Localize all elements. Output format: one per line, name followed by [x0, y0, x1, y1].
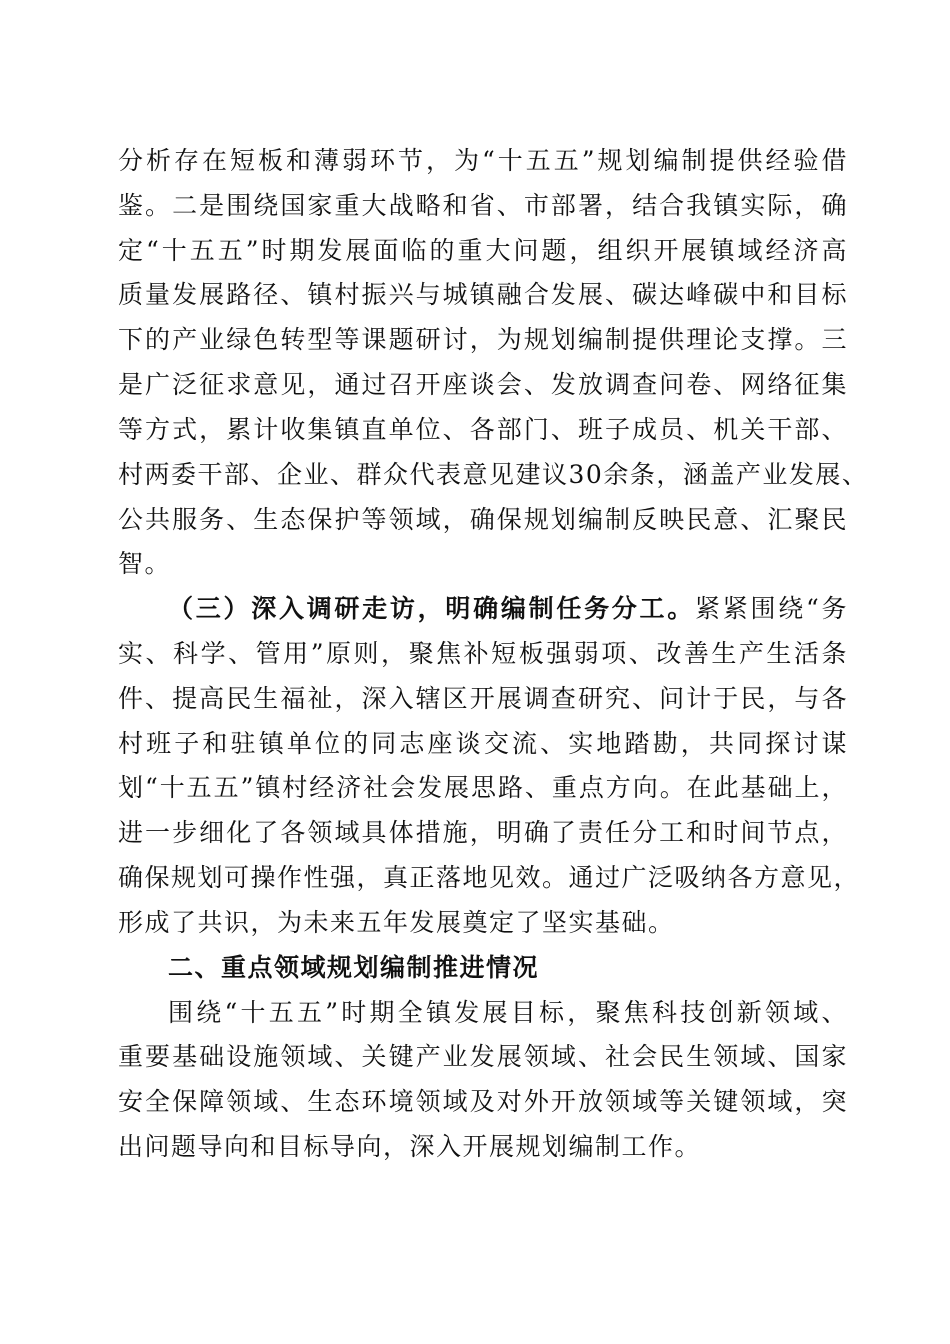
section-heading-line: [168, 594, 848, 624]
paragraph-line: 形成了共识，为未来五年发展奠定了坚实基础。: [118, 908, 675, 937]
paragraph-line: 鉴。二是围绕国家重大战略和省、市部署，结合我镇实际，确: [118, 191, 848, 220]
paragraph-line: 分析存在短板和薄弱环节，为“十五五”规划编制提供经验借: [118, 146, 848, 175]
paragraph-line: 安全保障领域、生态环境领域及对外开放领域等关键领域，突: [118, 1087, 848, 1116]
paragraph-line: 划“十五五”镇村经济社会发展思路、重点方向。在此基础上，: [118, 773, 848, 802]
paragraph-line: 下的产业绿色转型等课题研讨，为规划编制提供理论支撑。三: [118, 325, 848, 354]
part-heading: 二、重点领域规划编制推进情况: [168, 953, 540, 982]
paragraph-line: 重要基础设施领域、关键产业发展领域、社会民生领域、国家: [118, 1042, 848, 1071]
section-heading-rest: 紧紧围绕“务: [695, 594, 849, 623]
paragraph-line: 智。: [118, 549, 172, 578]
paragraph-line: 定“十五五”时期发展面临的重大问题，组织开展镇域经济高: [118, 236, 848, 265]
paragraph-line: 围绕“十五五”时期全镇发展目标，聚焦科技创新领域、: [168, 998, 848, 1027]
paragraph-line: 是广泛征求意见，通过召开座谈会、发放调查问卷、网络征集: [118, 370, 848, 399]
paragraph-line: 等方式，累计收集镇直单位、各部门、班子成员、机关干部、: [118, 415, 848, 444]
paragraph-line: 出问题导向和目标导向，深入开展规划编制工作。: [118, 1132, 702, 1161]
paragraph-line: 件、提高民生福祉，深入辖区开展调查研究、问计于民，与各: [118, 684, 848, 713]
paragraph-line: 村两委干部、企业、群众代表意见建议30余条，涵盖产业发展、: [118, 460, 869, 489]
section-heading: （三）深入调研走访，明确编制任务分工。: [168, 594, 696, 623]
paragraph-line: 村班子和驻镇单位的同志座谈交流、实地踏勘，共同探讨谋: [118, 729, 848, 758]
paragraph-line: 实、科学、管用”原则，聚焦补短板强弱项、改善生产生活条: [118, 639, 848, 668]
paragraph-line: 质量发展路径、镇村振兴与城镇融合发展、碳达峰碳中和目标: [118, 280, 848, 309]
paragraph-line: 进一步细化了各领域具体措施，明确了责任分工和时间节点，: [118, 818, 848, 847]
paragraph-line: 确保规划可操作性强，真正落地见效。通过广泛吸纳各方意见，: [118, 863, 861, 892]
paragraph-line: 公共服务、生态保护等领域，确保规划编制反映民意、汇聚民: [118, 505, 848, 534]
